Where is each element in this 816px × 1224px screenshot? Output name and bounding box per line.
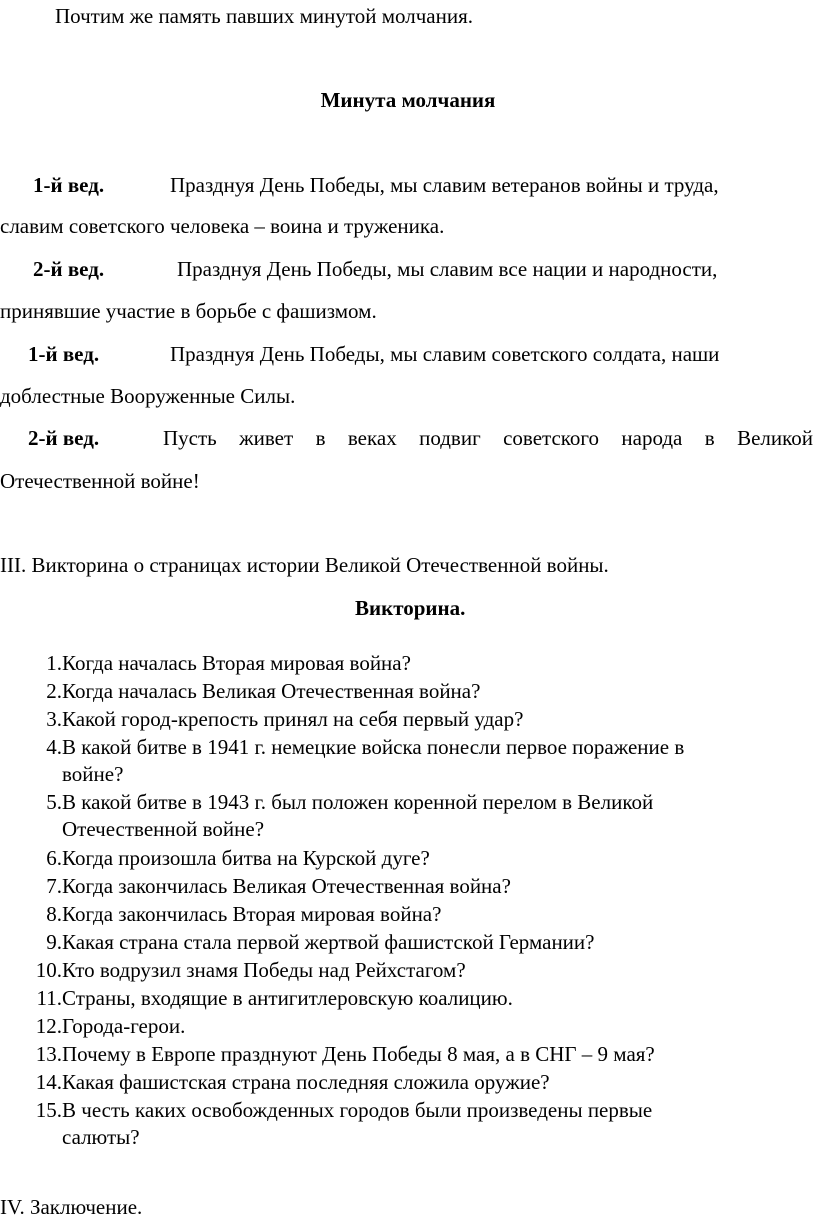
word: в xyxy=(315,426,326,450)
list-item-number: 2. xyxy=(46,679,62,703)
section-iii-title: III. Викторина о страницах истории Великой Отечественной войны. xyxy=(0,553,609,577)
list-item-number: 5. xyxy=(46,790,62,814)
word: в xyxy=(704,426,715,450)
word: подвиг xyxy=(419,426,481,450)
speaker-line-continued: славим советского человека – воина и труженика. xyxy=(0,214,445,238)
list-item-number: 10. xyxy=(35,958,62,982)
word: народа xyxy=(621,426,683,450)
word: Великой xyxy=(737,426,813,450)
speaker-label: 2-й вед. xyxy=(28,426,100,450)
list-item-text-continued: салюты? xyxy=(62,1125,140,1149)
list-item-text: Какая страна стала первой жертвой фашистской Германии? xyxy=(62,930,595,954)
list-item-number: 1. xyxy=(46,651,62,675)
list-item-text: Когда началась Вторая мировая война? xyxy=(62,651,411,675)
list-item-text: В какой битве в 1943 г. был положен коренной перелом в Великой xyxy=(62,790,654,814)
minute-of-silence-heading: Минута молчания xyxy=(320,88,496,112)
list-item-text: Какой город-крепость принял на себя первый удар? xyxy=(62,707,524,731)
list-item-number: 8. xyxy=(46,902,62,926)
list-item-number: 14. xyxy=(35,1070,62,1094)
intro-text: Почтим же память павших минутой молчания. xyxy=(55,4,474,28)
list-item-text: Когда закончилась Великая Отечественная война? xyxy=(62,874,511,898)
list-item-number: 3. xyxy=(46,707,62,731)
list-item-text: Кто водрузил знамя Победы над Рейхстагом? xyxy=(62,958,466,982)
quiz-heading: Викторина. xyxy=(355,596,466,620)
speaker-line-continued: доблестные Вооруженные Силы. xyxy=(0,384,296,408)
list-item-text: Когда закончилась Вторая мировая война? xyxy=(62,902,442,926)
speaker-line: Празднуя День Победы, мы славим ветеранов войны и труда, xyxy=(170,173,719,197)
list-item-text: Какая фашистская страна последняя сложила оружие? xyxy=(62,1070,550,1094)
word: живет xyxy=(239,426,294,450)
speaker-line-continued: Отечественной войне! xyxy=(0,469,200,493)
list-item-text-continued: Отечественной войне? xyxy=(62,817,265,841)
speaker-line: Празднуя День Победы, мы славим советского солдата, наши xyxy=(170,342,720,366)
list-item-text: Города-герои. xyxy=(62,1014,186,1038)
section-iv-title: IV. Заключение. xyxy=(0,1195,143,1219)
speaker-line xyxy=(163,426,813,451)
list-item-text: Когда началась Великая Отечественная война? xyxy=(62,679,481,703)
list-item-text: Страны, входящие в антигитлеровскую коалицию. xyxy=(62,986,513,1010)
list-item-number: 15. xyxy=(35,1098,62,1122)
list-item-number: 6. xyxy=(46,846,62,870)
list-item-text: В какой битве в 1941 г. немецкие войска понесли первое поражение в xyxy=(62,735,685,759)
speaker-label: 1-й вед. xyxy=(33,173,105,197)
list-item-number: 4. xyxy=(46,735,62,759)
word: Пусть xyxy=(163,426,217,450)
list-item-text: Когда произошла битва на Курской дуге? xyxy=(62,846,430,870)
list-item-text: Почему в Европе празднуют День Победы 8 мая, а в СНГ – 9 мая? xyxy=(62,1042,655,1066)
speaker-label: 1-й вед. xyxy=(28,342,100,366)
word: веках xyxy=(347,426,397,450)
list-item-text: В честь каких освобожденных городов были произведены первые xyxy=(62,1098,653,1122)
list-item-number: 12. xyxy=(35,1014,62,1038)
speaker-line: Празднуя День Победы, мы славим все нации и народности, xyxy=(177,257,718,281)
word: советского xyxy=(503,426,600,450)
speaker-label: 2-й вед. xyxy=(33,257,105,281)
list-item-number: 13. xyxy=(35,1042,62,1066)
speaker-line-continued: принявшие участие в борьбе с фашизмом. xyxy=(0,299,377,323)
list-item-text-continued: войне? xyxy=(62,762,124,786)
list-item-number: 9. xyxy=(46,930,62,954)
list-item-number: 11. xyxy=(36,986,62,1010)
list-item-number: 7. xyxy=(46,874,62,898)
